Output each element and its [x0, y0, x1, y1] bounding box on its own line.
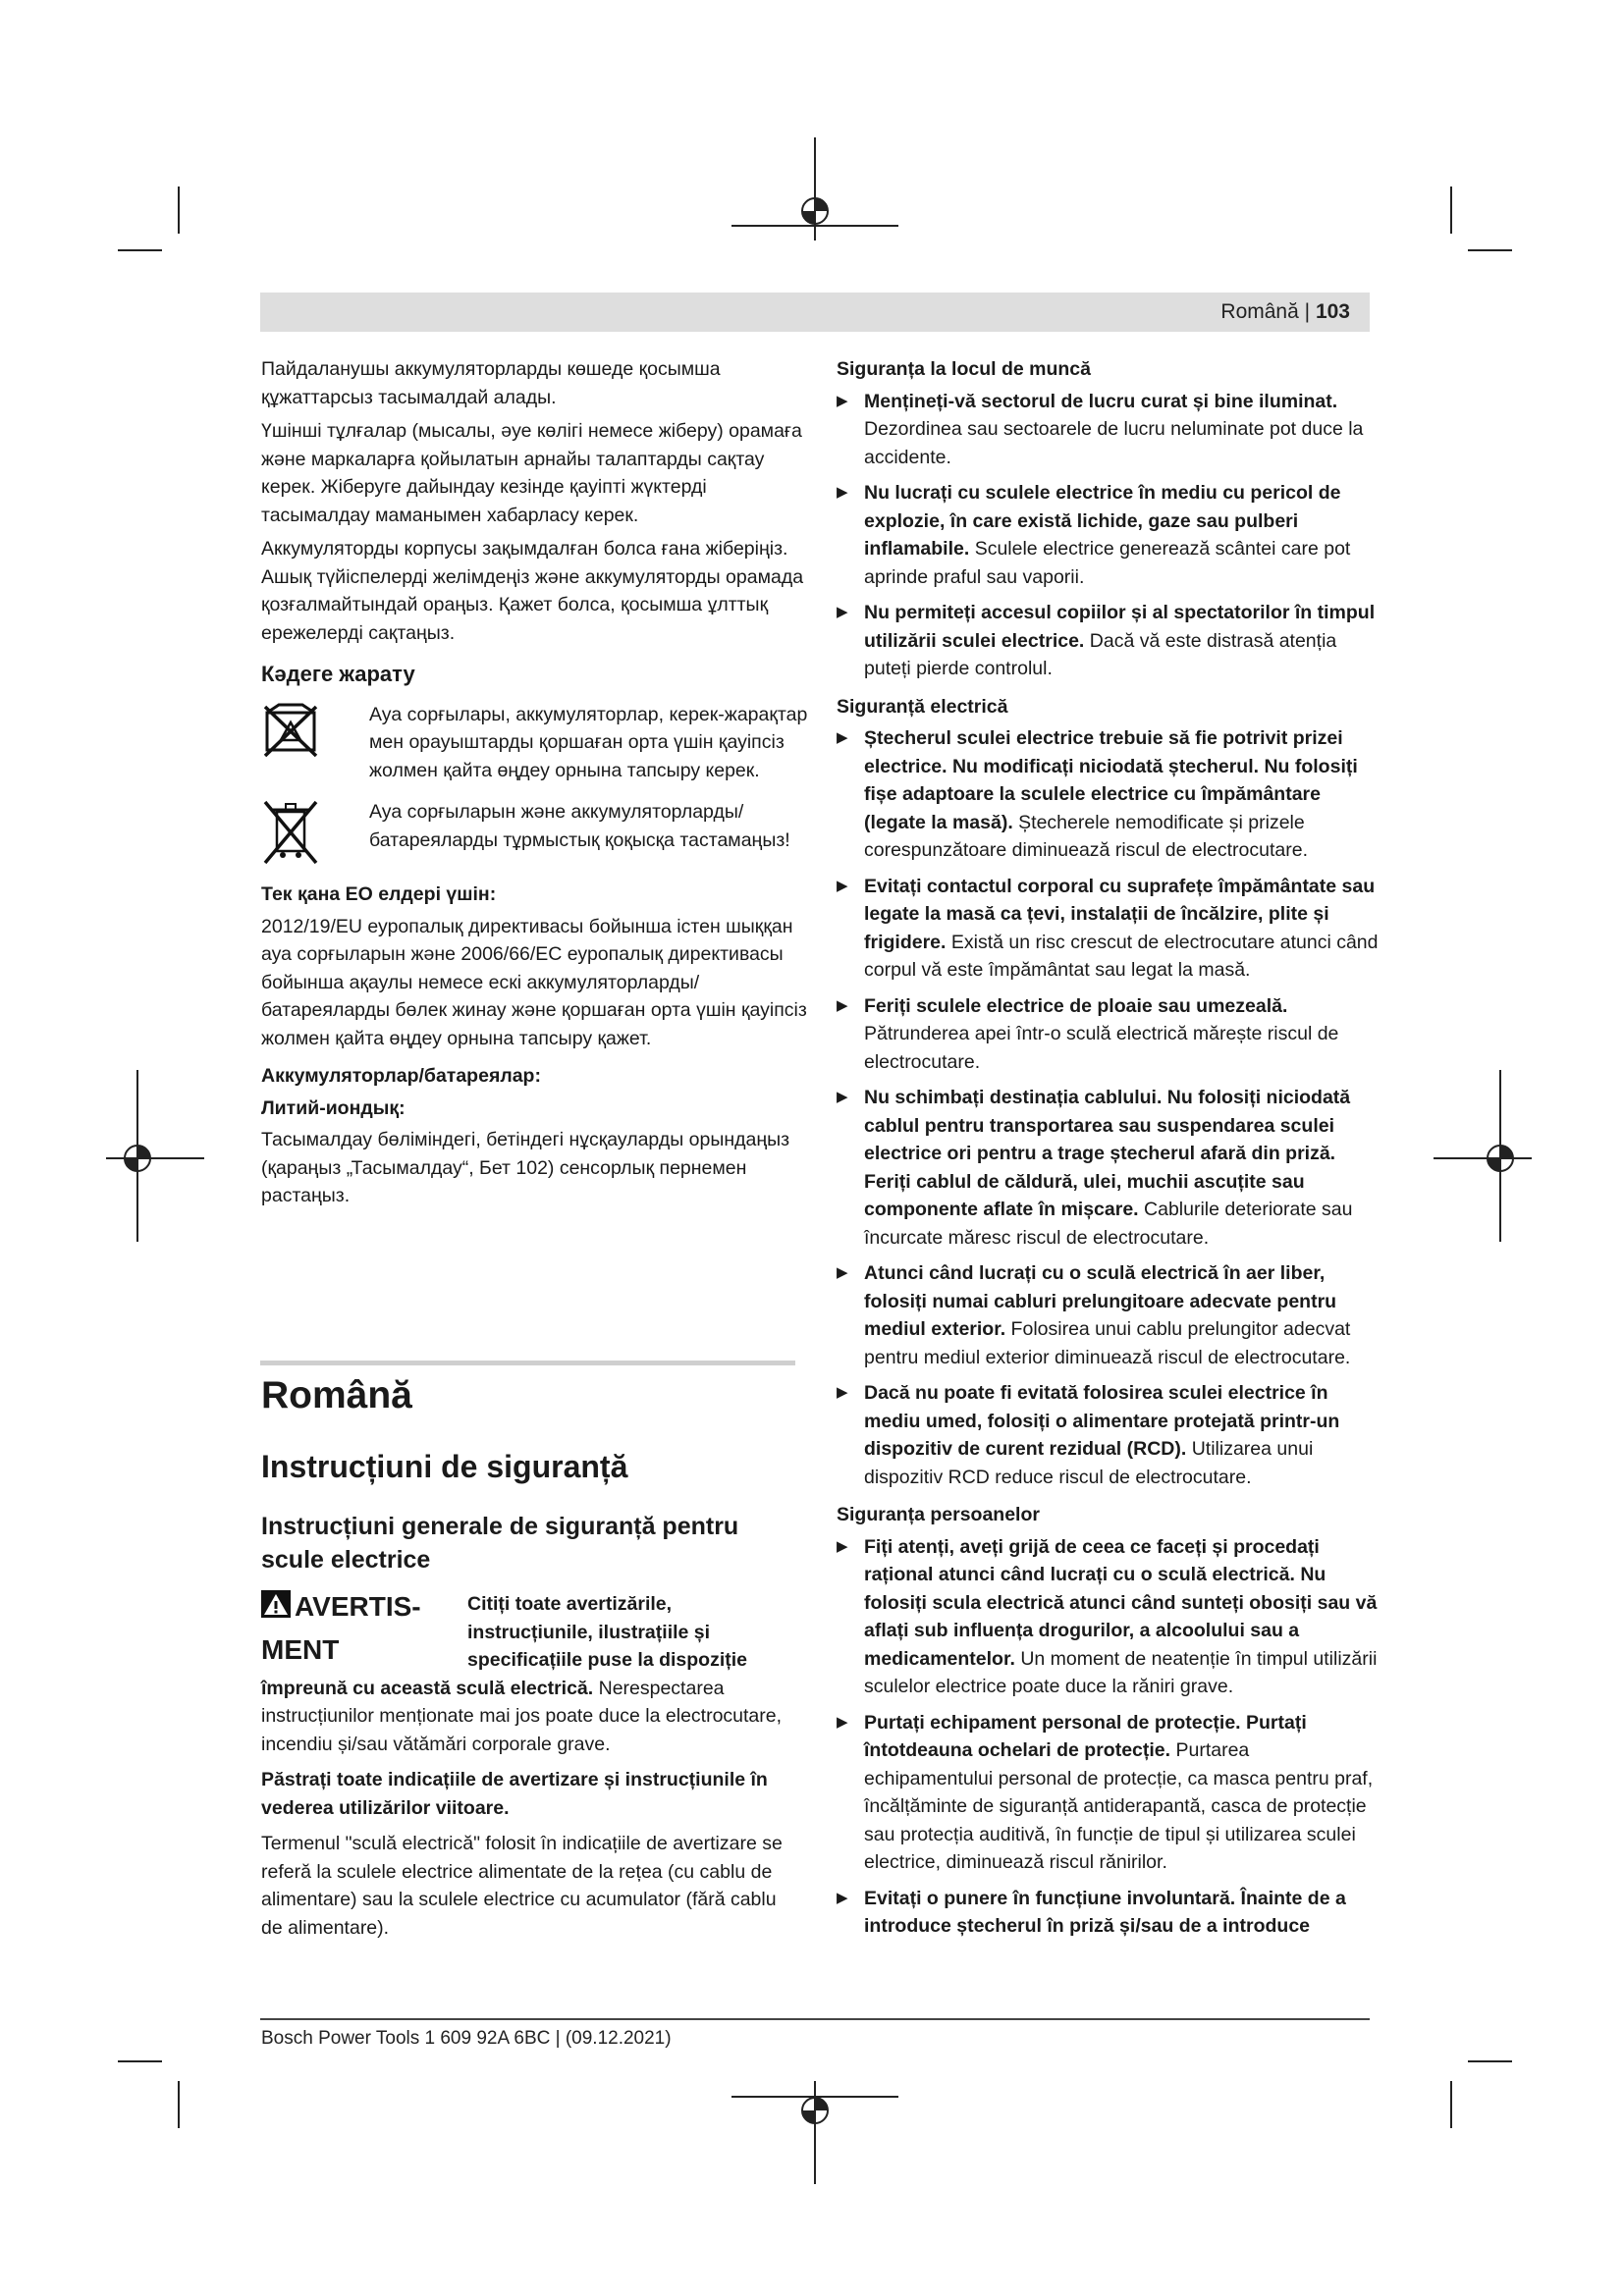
bullet-text: Utilizarea unui dispozitiv RCD reduce riscul de electrocutare. [864, 1438, 1314, 1488]
warning-block [261, 1590, 796, 1942]
disposal-heading: Кәдеге жарату [261, 662, 415, 686]
kz-paragraph-2: Үшінші тұлғалар (мысалы, әуе көлігі немесе жіберу) орамаға және маркаларға қойылатын арнайы талаптарды сақтау керек. Жіберуге дайындау кезінде қауіпті жүктерді тасымалдау маманымен хабарласу керек. [261, 420, 802, 526]
disposal-item-2 [261, 798, 811, 867]
warning-body [261, 1675, 796, 1759]
left-column [261, 355, 811, 1216]
language-title: Română [261, 1374, 412, 1416]
kz-paragraph-1: Пайдаланушы аккумуляторларды көшеде қосымша құжаттарсыз тасымалдай алады. [261, 358, 721, 408]
warning-label-line-2: MENT [261, 1633, 340, 1665]
warning-head: Citiți toate avertizările, instrucțiunile, ilustrațiile și specificațiile puse la dispoziție [467, 1593, 748, 1671]
eu-heading: Тек қана ЕО елдері үшін: [261, 883, 497, 905]
bullet-text: Pătrunderea apei într-o sculă electrică mărește riscul de electrocutare. [864, 1023, 1339, 1073]
bullet-item [837, 1379, 1379, 1491]
bullet-bold: Feriți sculele electrice de ploaie sau umezeală. [864, 994, 1288, 1017]
bullet-bold: Nu permiteți accesul copiilor și al spectatorilor în timpul utilizării sculei electrice. [864, 602, 1376, 652]
header-language: Română [1220, 300, 1299, 323]
lithium-text: Тасымалдау бөліміндегі, бетіндегі нұсқауларды орындаңыз (қараңыз „Тасымалдау“, Бет 102) сенсорлық пернемен растаңыз. [261, 1129, 790, 1206]
bullet-bold: Evitați contactul corporal cu suprafețe împământate sau legate la masă ca țevi, instalații de încălzire, plite și frigidere. [864, 875, 1376, 953]
crossed-bin-icon [261, 798, 320, 867]
header-label [1220, 300, 1350, 324]
bullet-text: Dacă vă este distrasă atenția puteți pierde controlul. [864, 629, 1337, 679]
recycle-box-icon [261, 701, 320, 770]
bullet-bold: Purtați echipament personal de protecție. Purtați întotdeauna ochelari de protecție. [864, 1711, 1307, 1761]
bullet-bold: Evitați o punere în funcțiune involuntară. Înainte de a introduce ștecherul în priză și/sau de a introduce [864, 1887, 1346, 1937]
bullet-bold: Nu lucrați cu sculele electrice în mediu cu pericol de explozie, în care există lichide, gaze sau pulberi inflamabile. [864, 482, 1341, 560]
bullet-text: Purtarea echipamentului personal de protecție, ca masca pentru praf, încălțăminte de siguranță antiderapantă, casca de protecție sau protecția auditivă, în funcție de tipul și utilizarea sculei electrice, diminuează riscul rănirilor. [864, 1739, 1374, 1873]
bullet-text: Dezordinea sau sectoarele de lucru neluminate pot duce la accidente. [864, 418, 1364, 468]
bullet-bold: Nu schimbați destinația cablului. Nu folosiți niciodată cablul pentru transportarea sau suspendarea sculei electrice ori pentru a trage ștecherul afară din priză. Feriți cablul de căldură, ulei, muchii ascuțite sau componente aflate în mișcare. [864, 1087, 1351, 1220]
page-number: 103 [1315, 300, 1350, 323]
general-safety-title: Instrucțiuni generale de siguranță pentru scule electrice [261, 1513, 739, 1574]
section-heading-personal: Siguranța persoanelor [837, 1504, 1040, 1525]
bullet-item [837, 388, 1379, 472]
term-text: Termenul "sculă electrică" folosit în indicațiile de avertizare se referă la sculele electrice alimentate de la rețea (cu cablu de alimentare) sau la sculele electrice cu acumulator (fără cablu de alimentare). [261, 1833, 783, 1939]
section-heading-electrical: Siguranță electrică [837, 695, 1008, 718]
header-separator: | [1304, 300, 1311, 323]
bullet-item [837, 479, 1379, 591]
instructions-title: Instrucțiuni de siguranță [261, 1449, 628, 1484]
page-header [260, 293, 1370, 332]
right-column [837, 355, 1379, 1949]
disposal-text-2: Ауа сорғыларын және аккумуляторларды/батареяларды тұрмыстық қоқысқа тастамаңыз! [369, 801, 790, 851]
bullet-text: Ștecherele nemodificate și prizele corespunzătoare diminuează riscul de electrocutare. [864, 811, 1308, 861]
section-heading-work-area: Siguranța la locul de muncă [837, 358, 1091, 380]
lithium-heading: Литий-иондық: [261, 1096, 406, 1119]
footer-divider [260, 2018, 1370, 2020]
bullet-bold: Ștecherul sculei electrice trebuie să fie potrivit prizei electrice. Nu modificați niciodată ștecherul. Nu folosiți fișe adaptoare la sculele electrice cu împământare (legate la masă). [864, 727, 1358, 833]
bullet-item [837, 724, 1379, 865]
bullet-bold: Mențineți-vă sectorul de lucru curat și bine iluminat. [864, 390, 1338, 412]
bullet-item [837, 992, 1379, 1077]
disposal-text-1: Ауа сорғылары, аккумуляторлар, керек-жарақтар мен орауыштарды қоршаған орта үшін қауіпсіз жолмен қайта өңдеу орнына тапсыру керек. [369, 703, 808, 781]
bullet-bold: Fiți atenți, aveți grijă de ceea ce faceți și procedați rațional atunci când lucrați cu o sculă electrică. Nu folosiți scula electrică atunci când sunteți obosiți sau vă aflați sub influența drogurilor, a alcoolului sau a medicamentelor. [864, 1535, 1378, 1670]
bullet-item [837, 1259, 1379, 1371]
warning-head-continued: împreună cu această sculă electrică. [261, 1677, 594, 1699]
bullet-item [837, 1533, 1379, 1701]
bullet-bold: Dacă nu poate fi evitată folosirea sculei electrice în mediu umed, folosiți o alimentare protejată printr-un dispozitiv de curent rezidual (RCD). [864, 1382, 1340, 1460]
eu-text: 2012/19/EU еуропалық директивасы бойынша істен шыққан ауа сорғыларын және 2006/66/EC еуропалық директивасы бойынша ақаулы немесе ескі аккумуляторларды/батареяларды бөлек жинау және қоршаған орта үшін қауіпсіз жолмен қайта өңдеу орнына тапсыру қажет. [261, 915, 807, 1049]
bullet-item [837, 1084, 1379, 1252]
bullet-text: Folosirea unui cablu prelungitor adecvat pentru mediul exterior diminuează riscul de electrocutare. [864, 1318, 1351, 1368]
section-divider [260, 1361, 795, 1365]
warning-rest: Nerespectarea instrucțiunilor menționate mai jos poate duce la electrocutare, incendiu și/sau vătămări corporale grave. [261, 1677, 783, 1755]
battery-heading: Аккумуляторлар/батареялар: [261, 1065, 541, 1087]
bullet-item [837, 599, 1379, 683]
bullet-text: Un moment de neatenție în timpul utilizării sculelor electrice poate duce la răniri grave. [864, 1647, 1378, 1697]
bullet-item [837, 1709, 1379, 1877]
footer-text: Bosch Power Tools 1 609 92A 6BC | (09.12.2021) [261, 2028, 672, 2049]
keep-instructions: Păstrați toate indicațiile de avertizare și instrucțiunile în vederea utilizărilor viitoare. [261, 1769, 768, 1819]
bullet-bold: Atunci când lucrați cu o sculă electrică în aer liber, folosiți numai cabluri prelungitoare adecvate pentru mediul exterior. [864, 1262, 1337, 1340]
warning-triangle-icon [261, 1590, 291, 1633]
warning-label [261, 1590, 467, 1675]
bullet-text: Există un risc crescut de electrocutare atunci când corpul vă este împământat sau legat la masă. [864, 931, 1379, 981]
warning-label-line-1: AVERTIS- [295, 1591, 421, 1622]
disposal-item-1 [261, 701, 811, 785]
kz-paragraph-3: Аккумуляторды корпусы зақымдалған болса ғана жіберіңіз. Ашық түйіспелерді желімдеңіз және аккумуляторды орамада қозғалмайтындай ораңыз. Қажет болса, қосымша ұлттық ережелерді сақтаңыз. [261, 538, 804, 644]
bullet-text: Cablurile deteriorate sau încurcate măresc riscul de electrocutare. [864, 1199, 1353, 1249]
bullet-item [837, 1885, 1379, 1941]
bullet-text: Sculele electrice generează scântei care pot aprinde praful sau vaporii. [864, 538, 1351, 588]
warning-row [261, 1590, 796, 1675]
bullet-item [837, 873, 1379, 985]
